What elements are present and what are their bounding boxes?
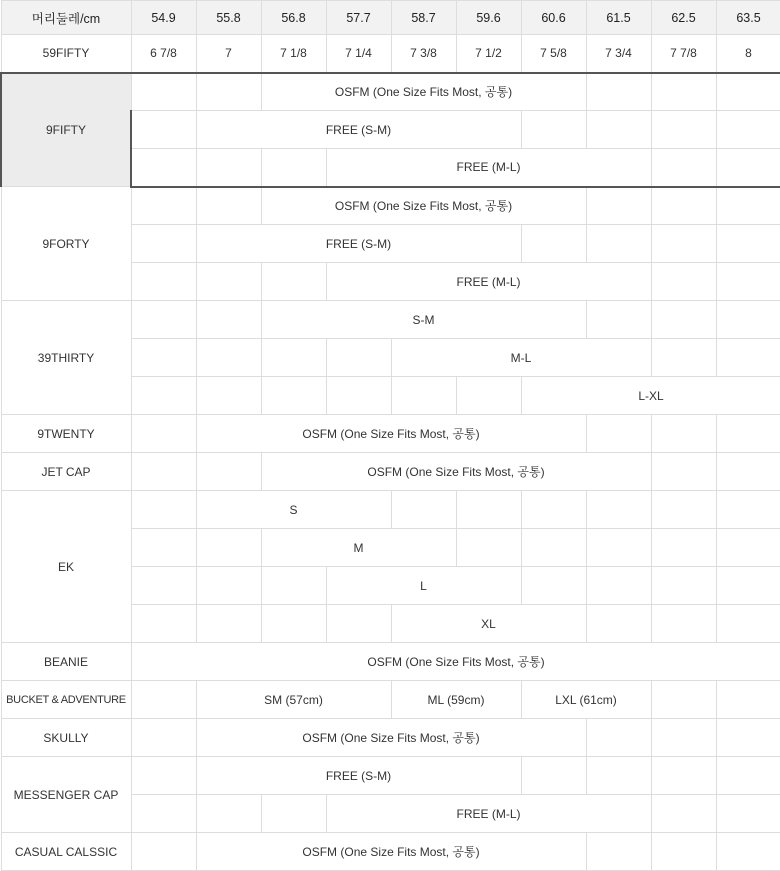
size-span-jet-cap-1: OSFM (One Size Fits Most, 공통)	[261, 453, 651, 491]
filler-cell	[716, 453, 780, 491]
filler-cell	[131, 225, 196, 263]
filler-cell	[651, 415, 716, 453]
filler-cell	[131, 111, 196, 149]
row-label-9forty: 9FORTY	[1, 187, 131, 301]
row-label-skully: SKULLY	[1, 719, 131, 757]
filler-cell	[326, 339, 391, 377]
header-cm-8: 62.5	[651, 1, 716, 35]
row-label-ek: EK	[1, 491, 131, 643]
filler-cell	[651, 605, 716, 643]
inch-value-1: 7	[196, 35, 261, 73]
filler-cell	[586, 757, 651, 795]
inch-value-8: 7 7/8	[651, 35, 716, 73]
table-row-bucket-adventure	[1, 681, 780, 719]
filler-cell	[196, 605, 261, 643]
filler-cell	[651, 225, 716, 263]
filler-cell	[651, 339, 716, 377]
filler-cell	[131, 567, 196, 605]
row-label-casual-calssic: CASUAL CALSSIC	[1, 833, 131, 871]
filler-cell	[131, 453, 196, 491]
table-row-ek-1	[1, 491, 780, 529]
header-cm-9: 63.5	[716, 1, 780, 35]
inch-value-2: 7 1/8	[261, 35, 326, 73]
size-span-ek-3: L	[326, 567, 521, 605]
filler-cell	[521, 491, 586, 529]
filler-cell	[716, 605, 780, 643]
header-cm-6: 60.6	[521, 1, 586, 35]
filler-cell	[716, 339, 780, 377]
filler-cell	[586, 833, 651, 871]
table-row-9forty-1	[1, 187, 780, 225]
filler-cell	[196, 453, 261, 491]
size-span-bucket-adventure-1: LXL (61cm)	[521, 681, 651, 719]
filler-cell	[651, 833, 716, 871]
size-span-39thirty-3: L-XL	[521, 377, 780, 415]
table-row-jet-cap	[1, 453, 780, 491]
filler-cell	[131, 187, 196, 225]
inch-value-0: 6 7/8	[131, 35, 196, 73]
filler-cell	[131, 301, 196, 339]
inch-value-5: 7 1/2	[456, 35, 521, 73]
size-span-beanie-1: OSFM (One Size Fits Most, 공통)	[131, 643, 780, 681]
row-label-9twenty: 9TWENTY	[1, 415, 131, 453]
filler-cell	[716, 795, 780, 833]
size-span-9twenty-1: OSFM (One Size Fits Most, 공통)	[196, 415, 586, 453]
filler-cell	[131, 681, 196, 719]
filler-cell	[131, 339, 196, 377]
table-row-9twenty	[1, 415, 780, 453]
filler-cell	[716, 681, 780, 719]
row-label-jet-cap: JET CAP	[1, 453, 131, 491]
size-span-messenger-cap-2: FREE (M-L)	[326, 795, 651, 833]
size-span-ek-2: M	[261, 529, 456, 567]
size-span-bucket-adventure-1: SM (57cm)	[196, 681, 391, 719]
filler-cell	[651, 529, 716, 567]
size-span-skully-1: OSFM (One Size Fits Most, 공통)	[196, 719, 586, 757]
filler-cell	[521, 225, 586, 263]
filler-cell	[196, 567, 261, 605]
filler-cell	[651, 795, 716, 833]
filler-cell	[521, 567, 586, 605]
filler-cell	[586, 567, 651, 605]
table-row-9fifty-1	[1, 73, 780, 111]
filler-cell	[586, 187, 651, 225]
filler-cell	[716, 491, 780, 529]
filler-cell	[651, 301, 716, 339]
filler-cell	[586, 529, 651, 567]
inch-value-7: 7 3/4	[586, 35, 651, 73]
row-label-59fifty: 59FIFTY	[1, 35, 131, 73]
filler-cell	[196, 339, 261, 377]
filler-cell	[651, 263, 716, 301]
filler-cell	[716, 149, 780, 187]
inch-value-4: 7 3/8	[391, 35, 456, 73]
header-cm-2: 56.8	[261, 1, 326, 35]
filler-cell	[391, 491, 456, 529]
filler-cell	[456, 377, 521, 415]
filler-cell	[261, 605, 326, 643]
inch-value-3: 7 1/4	[326, 35, 391, 73]
filler-cell	[131, 263, 196, 301]
size-span-ek-4: XL	[391, 605, 586, 643]
filler-cell	[716, 415, 780, 453]
filler-cell	[326, 605, 391, 643]
filler-cell	[651, 187, 716, 225]
filler-cell	[716, 73, 780, 111]
size-span-9forty-2: FREE (S-M)	[196, 225, 521, 263]
filler-cell	[651, 719, 716, 757]
filler-cell	[196, 263, 261, 301]
filler-cell	[196, 529, 261, 567]
filler-cell	[456, 491, 521, 529]
filler-cell	[131, 529, 196, 567]
table-row-beanie	[1, 643, 780, 681]
row-label-39thirty: 39THIRTY	[1, 301, 131, 415]
size-span-bucket-adventure-1: ML (59cm)	[391, 681, 521, 719]
filler-cell	[586, 415, 651, 453]
table-row-skully	[1, 719, 780, 757]
filler-cell	[261, 377, 326, 415]
table-row-39thirty-1	[1, 301, 780, 339]
filler-cell	[131, 795, 196, 833]
row-label-messenger-cap: MESSENGER CAP	[1, 757, 131, 833]
filler-cell	[716, 111, 780, 149]
filler-cell	[716, 757, 780, 795]
size-span-9fifty-3: FREE (M-L)	[326, 149, 651, 187]
size-span-39thirty-2: M-L	[391, 339, 651, 377]
size-span-casual-calssic-1: OSFM (One Size Fits Most, 공통)	[196, 833, 586, 871]
filler-cell	[456, 529, 521, 567]
size-span-9forty-1: OSFM (One Size Fits Most, 공통)	[261, 187, 586, 225]
table-row-casual-calssic	[1, 833, 780, 871]
filler-cell	[586, 491, 651, 529]
filler-cell	[261, 263, 326, 301]
filler-cell	[131, 491, 196, 529]
filler-cell	[391, 377, 456, 415]
size-span-9fifty-1: OSFM (One Size Fits Most, 공통)	[261, 73, 586, 111]
filler-cell	[651, 149, 716, 187]
filler-cell	[716, 833, 780, 871]
filler-cell	[716, 301, 780, 339]
filler-cell	[586, 301, 651, 339]
filler-cell	[716, 719, 780, 757]
filler-cell	[261, 795, 326, 833]
filler-cell	[651, 453, 716, 491]
filler-cell	[131, 377, 196, 415]
filler-cell	[326, 377, 391, 415]
filler-cell	[261, 149, 326, 187]
filler-cell	[651, 491, 716, 529]
row-label-9fifty: 9FIFTY	[1, 73, 131, 187]
size-span-39thirty-1: S-M	[261, 301, 586, 339]
filler-cell	[586, 111, 651, 149]
filler-cell	[716, 529, 780, 567]
filler-cell	[261, 567, 326, 605]
filler-cell	[651, 567, 716, 605]
filler-cell	[131, 605, 196, 643]
filler-cell	[131, 833, 196, 871]
size-span-messenger-cap-1: FREE (S-M)	[196, 757, 521, 795]
header-cm-5: 59.6	[456, 1, 521, 35]
filler-cell	[586, 225, 651, 263]
filler-cell	[716, 263, 780, 301]
filler-cell	[261, 339, 326, 377]
filler-cell	[196, 301, 261, 339]
filler-cell	[586, 73, 651, 111]
filler-cell	[196, 377, 261, 415]
filler-cell	[131, 149, 196, 187]
filler-cell	[586, 719, 651, 757]
filler-cell	[131, 73, 196, 111]
filler-cell	[651, 73, 716, 111]
filler-cell	[521, 529, 586, 567]
header-head-circumference: 머리둘레/cm	[1, 1, 131, 35]
table-row-59fifty	[1, 35, 780, 73]
table-row-messenger-cap-1	[1, 757, 780, 795]
row-label-beanie: BEANIE	[1, 643, 131, 681]
inch-value-6: 7 5/8	[521, 35, 586, 73]
filler-cell	[196, 187, 261, 225]
row-label-bucket-adventure: BUCKET & ADVENTURE	[1, 681, 131, 719]
filler-cell	[651, 111, 716, 149]
filler-cell	[586, 605, 651, 643]
filler-cell	[131, 415, 196, 453]
size-span-9forty-3: FREE (M-L)	[326, 263, 651, 301]
header-cm-1: 55.8	[196, 1, 261, 35]
table-header-row	[1, 1, 780, 35]
filler-cell	[131, 719, 196, 757]
filler-cell	[521, 757, 586, 795]
filler-cell	[521, 111, 586, 149]
size-span-9fifty-2: FREE (S-M)	[196, 111, 521, 149]
filler-cell	[716, 187, 780, 225]
filler-cell	[651, 681, 716, 719]
filler-cell	[196, 149, 261, 187]
header-cm-3: 57.7	[326, 1, 391, 35]
header-cm-4: 58.7	[391, 1, 456, 35]
header-cm-0: 54.9	[131, 1, 196, 35]
filler-cell	[716, 567, 780, 605]
filler-cell	[716, 225, 780, 263]
filler-cell	[651, 757, 716, 795]
header-cm-7: 61.5	[586, 1, 651, 35]
filler-cell	[196, 795, 261, 833]
size-span-ek-1: S	[196, 491, 391, 529]
filler-cell	[131, 757, 196, 795]
filler-cell	[196, 73, 261, 111]
inch-value-9: 8	[716, 35, 780, 73]
